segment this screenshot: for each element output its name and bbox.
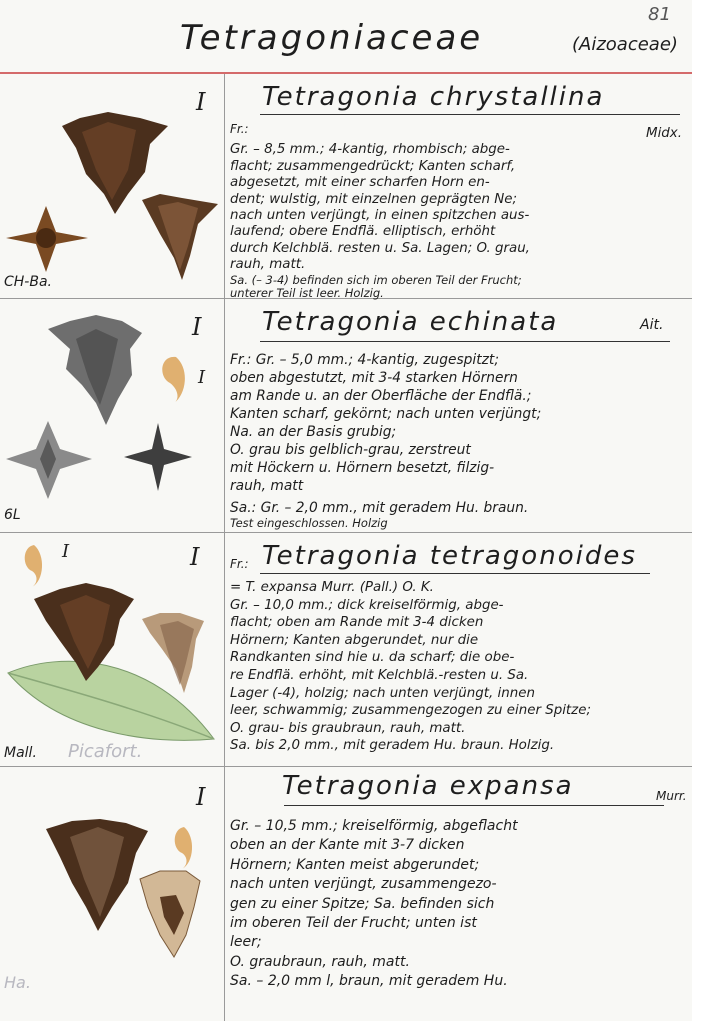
page-edge bbox=[692, 0, 708, 1021]
page-number: 81 bbox=[648, 4, 671, 25]
description-line: oben an der Kante mit 3-7 dicken bbox=[230, 837, 465, 854]
description-line: Sa.: Gr. – 2,0 mm., mit geradem Hu. braun. bbox=[230, 500, 529, 516]
description-line: O. grau- bis graubraun, rauh, matt. bbox=[230, 720, 466, 736]
description-line: Gr. – 10,0 mm.; dick kreiselförmig, abge- bbox=[230, 597, 504, 613]
species-name: Tetragonia expansa bbox=[282, 771, 574, 801]
fruit-description bbox=[230, 817, 688, 992]
description-line: re Endflä. erhöht, mit Kelchblä.-resten u. Sa. bbox=[230, 667, 529, 683]
collector-code: Mall. bbox=[4, 745, 37, 761]
description-line: flacht; zusammengedrückt; Kanten scharf, bbox=[230, 158, 516, 174]
description-line: oben abgestutzt, mit 3-4 starken Hörnern bbox=[230, 370, 518, 386]
description-line: gen zu einer Spitze; Sa. befinden sich bbox=[230, 895, 495, 912]
description-line: Na. an der Basis grubig; bbox=[230, 424, 397, 440]
species-author: Murr. bbox=[656, 789, 687, 803]
description-line: nach unten verjüngt, in einen spitzchen aus- bbox=[230, 208, 530, 224]
species-entry bbox=[0, 74, 692, 298]
fruit-illustration bbox=[0, 299, 224, 532]
description-line: Gr. – 10,5 mm.; kreiselförmig, abgeflacht bbox=[230, 818, 518, 834]
fruit-illustration bbox=[0, 74, 224, 298]
description-line: Test eingeschlossen. Holzig bbox=[230, 517, 388, 530]
scale-marker: I bbox=[62, 541, 70, 562]
scale-marker: I bbox=[196, 88, 206, 116]
species-name: Tetragonia tetragonoides bbox=[262, 541, 637, 571]
description-line: Hörnern; Kanten abgerundet, nur die bbox=[230, 632, 479, 648]
description-line: unterer Teil ist leer. Holzig. bbox=[230, 286, 384, 300]
description-line: leer; bbox=[230, 934, 262, 951]
species-underline bbox=[260, 114, 680, 115]
fruit-illustration bbox=[0, 767, 224, 1021]
fruit-description bbox=[230, 579, 688, 755]
description-line: = T. expansa Murr. (Pall.) O. K. bbox=[230, 580, 434, 595]
description-line: mit Höckern u. Hörnern besetzt, filzig- bbox=[230, 460, 495, 476]
scale-marker: I bbox=[196, 783, 206, 811]
collector-locality: Picafort. bbox=[68, 741, 143, 762]
description-line: Randkanten sind hie u. da scharf; die obe- bbox=[230, 650, 515, 666]
scale-marker: I bbox=[198, 367, 206, 388]
species-entry bbox=[0, 299, 692, 532]
description-line: Sa. – 2,0 mm l, braun, mit geradem Hu. bbox=[230, 973, 508, 990]
family-title: Tetragoniaceae bbox=[180, 18, 484, 58]
scale-marker: I bbox=[192, 313, 202, 341]
species-underline bbox=[284, 805, 664, 806]
description-line: Sa. bis 2,0 mm., mit geradem Hu. braun. Holzig. bbox=[230, 738, 555, 754]
description-line: laufend; obere Endflä. elliptisch, erhöht bbox=[230, 224, 496, 240]
family-alt-name: (Aizoaceae) bbox=[572, 34, 678, 55]
collector-code: 6L bbox=[4, 507, 21, 523]
description-line: leer, schwammig; zusammengezogen zu einer Spitze; bbox=[230, 703, 591, 719]
fruit-description bbox=[230, 351, 688, 530]
species-name: Tetragonia chrystallina bbox=[262, 82, 605, 112]
description-line: Fr.: Gr. – 5,0 mm.; 4-kantig, zugespitzt; bbox=[230, 352, 499, 368]
description-line: flacht; oben am Rande mit 3-4 dicken bbox=[230, 615, 484, 631]
description-line: Lager (-4), holzig; nach unten verjüngt, innen bbox=[230, 685, 535, 701]
description-line: O. graubraun, rauh, matt. bbox=[230, 953, 410, 970]
species-entry bbox=[0, 767, 692, 1021]
description-line: Gr. – 8,5 mm.; 4-kantig, rhombisch; abge- bbox=[230, 142, 510, 158]
description-line: O. grau bis gelblich-grau, zerstreut bbox=[230, 442, 471, 458]
description-line: Kanten scharf, gekörnt; nach unten verjüngt; bbox=[230, 406, 542, 422]
description-line: Hörnern; Kanten meist abgerundet; bbox=[230, 856, 480, 873]
description-line: nach unten verjüngt, zusammengezo- bbox=[230, 876, 497, 893]
description-line: abgesetzt, mit einer scharfen Horn en- bbox=[230, 175, 490, 191]
collector-code: Ha. bbox=[4, 973, 31, 992]
fruit-label: Fr.: bbox=[230, 122, 249, 136]
description-line: Sa. (– 3-4) befinden sich im oberen Teil der Frucht; bbox=[230, 273, 522, 287]
collector-code: CH-Ba. bbox=[4, 274, 52, 290]
fruit-description bbox=[230, 126, 688, 300]
description-line: Midx. bbox=[646, 126, 682, 141]
description-line: im oberen Teil der Frucht; unten ist bbox=[230, 915, 477, 932]
species-entry bbox=[0, 533, 692, 766]
description-line: rauh, matt bbox=[230, 478, 304, 494]
species-underline bbox=[260, 341, 670, 342]
description-line: dent; wulstig, mit einzelnen geprägten Ne; bbox=[230, 191, 517, 207]
fruit-label: Fr.: bbox=[230, 557, 249, 571]
description-line: am Rande u. an der Oberfläche der Endflä.; bbox=[230, 388, 532, 404]
species-underline bbox=[260, 573, 650, 574]
description-line: rauh, matt. bbox=[230, 257, 306, 273]
description-line: durch Kelchblä. resten u. Sa. Lagen; O. grau, bbox=[230, 240, 530, 256]
scale-marker: I bbox=[190, 543, 200, 571]
species-author: Ait. bbox=[640, 317, 664, 333]
species-name: Tetragonia echinata bbox=[262, 307, 559, 337]
